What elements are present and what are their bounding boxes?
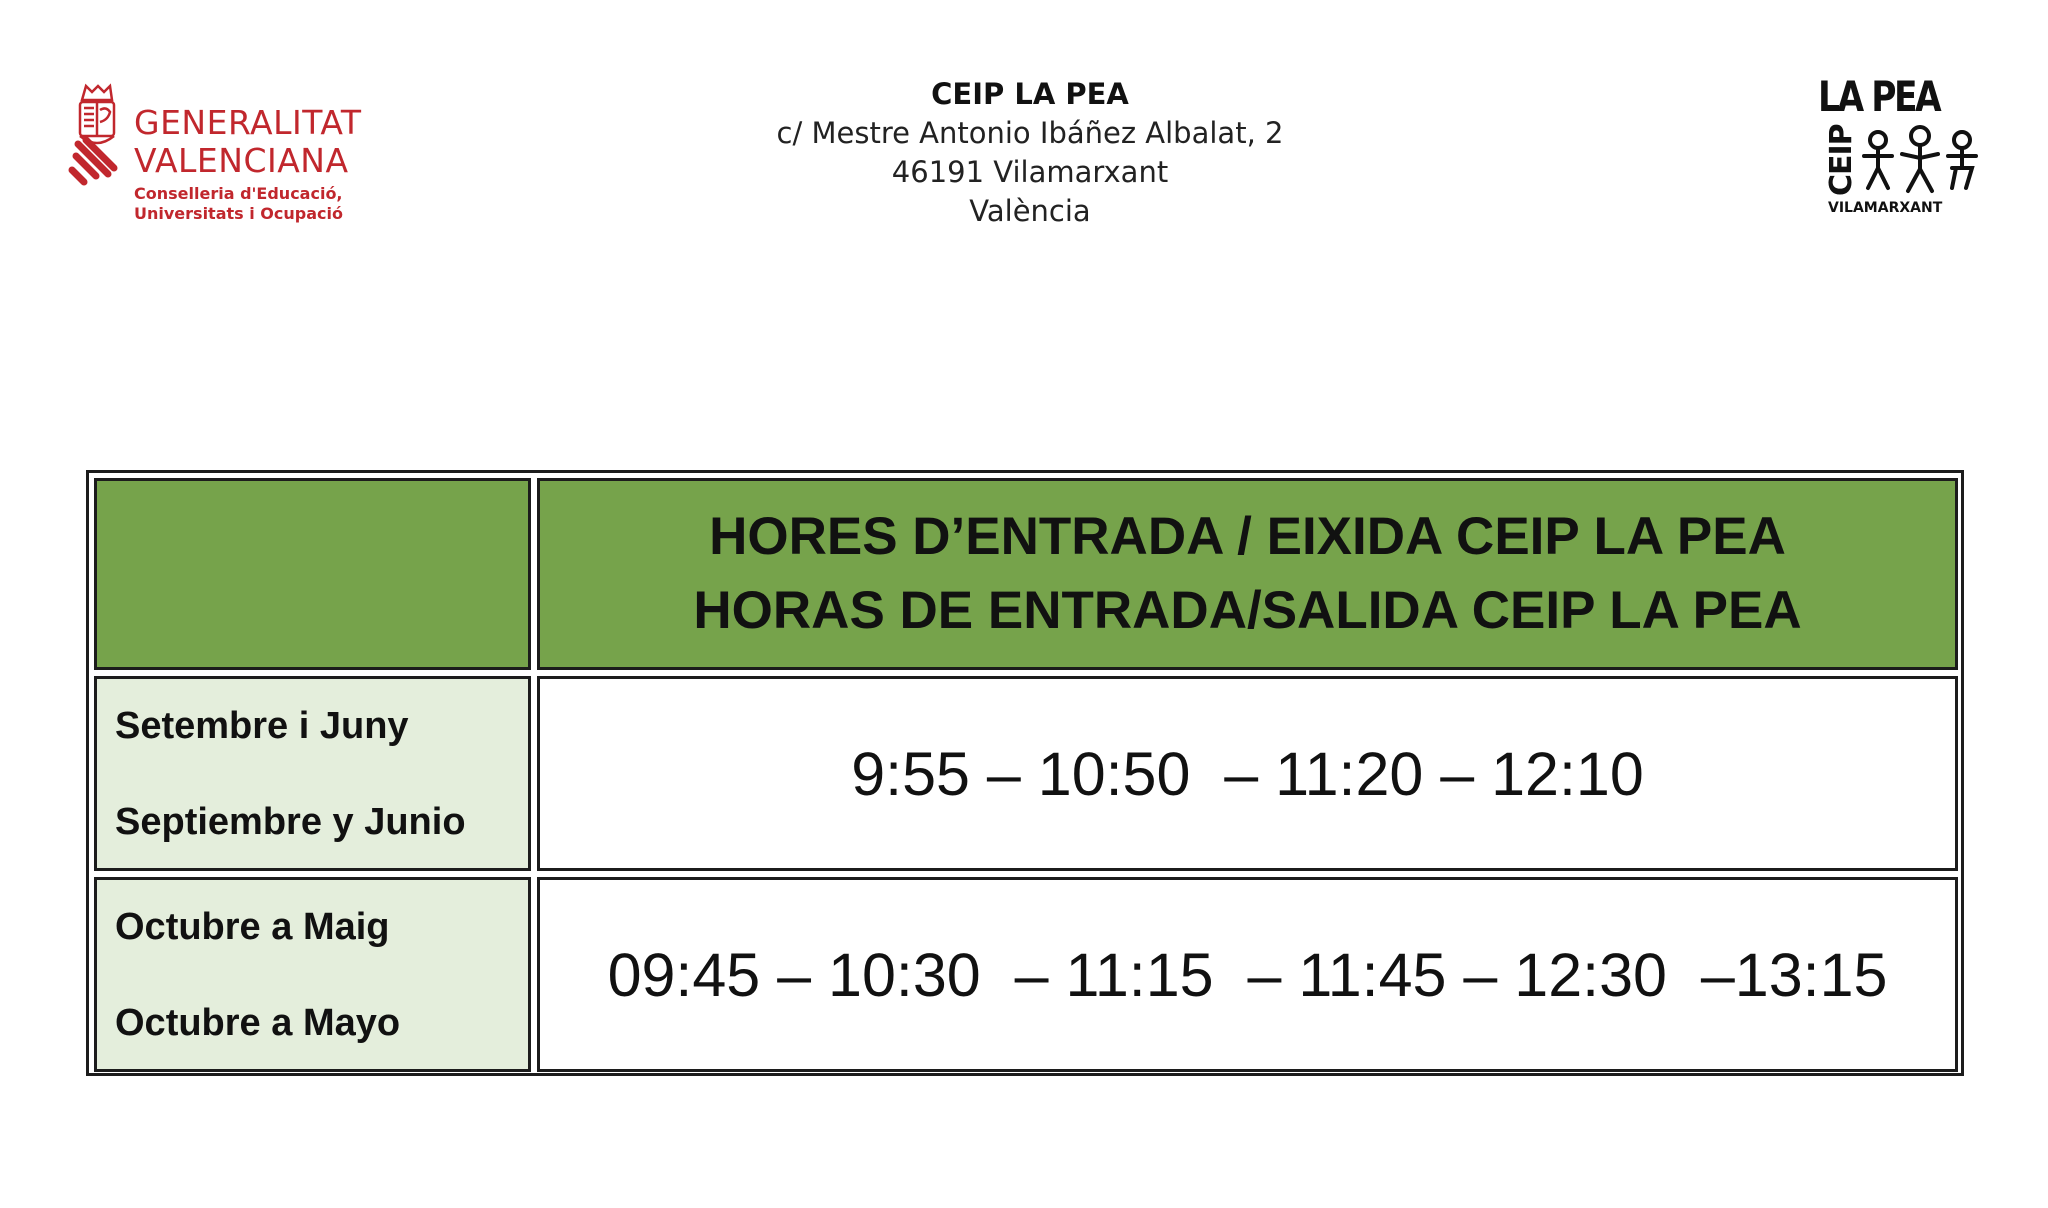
children-figures-icon	[1856, 124, 1986, 194]
times-value: 9:55 – 10:50 – 11:20 – 12:10	[851, 739, 1644, 808]
generalitat-line: GENERALITAT	[134, 103, 362, 142]
generalitat-name	[134, 104, 362, 180]
table-row-label	[94, 676, 531, 871]
conselleria-line-1: Conselleria d'Educació,	[134, 184, 343, 203]
schedule-table	[86, 470, 1964, 1076]
table-row-times	[537, 676, 1958, 871]
table-row-times	[537, 877, 1958, 1072]
generalitat-valenciana-logo	[68, 82, 388, 232]
table-row-label	[94, 877, 531, 1072]
valenciana-line: VALENCIANA	[134, 141, 349, 180]
school-region: València	[969, 194, 1091, 228]
times-value: 09:45 – 10:30 – 11:15 – 11:45 – 12:30 –13:15	[607, 940, 1888, 1009]
heading-spanish: HORAS DE ENTRADA/SALIDA CEIP LA PEA	[693, 581, 1802, 640]
la-pea-logo-title: LA PEA	[1818, 72, 1940, 121]
row-label-valencian: Octubre a Maig	[115, 905, 390, 948]
school-address-block	[690, 75, 1370, 231]
la-pea-logo-town: VILAMARXANT	[1828, 200, 1943, 216]
conselleria-line-2: Universitats i Ocupació	[134, 204, 343, 223]
ceip-vertical-text: CEIP	[1824, 124, 1859, 196]
la-pea-school-logo	[1818, 74, 1988, 224]
school-street: c/ Mestre Antonio Ibáñez Albalat, 2	[776, 116, 1284, 150]
conselleria-name	[134, 184, 343, 224]
coat-of-arms-icon	[68, 82, 126, 200]
school-city: 46191 Vilamarxant	[891, 155, 1169, 189]
row-label-spanish: Octubre a Mayo	[115, 1001, 401, 1044]
row-label-spanish: Septiembre y Junio	[115, 800, 466, 843]
table-corner-cell	[94, 478, 531, 670]
row-label-valencian: Setembre i Juny	[115, 704, 409, 747]
school-name: CEIP LA PEA	[931, 77, 1129, 111]
table-heading-cell	[537, 478, 1958, 670]
heading-valencian: HORES D’ENTRADA / EIXIDA CEIP LA PEA	[709, 507, 1786, 566]
